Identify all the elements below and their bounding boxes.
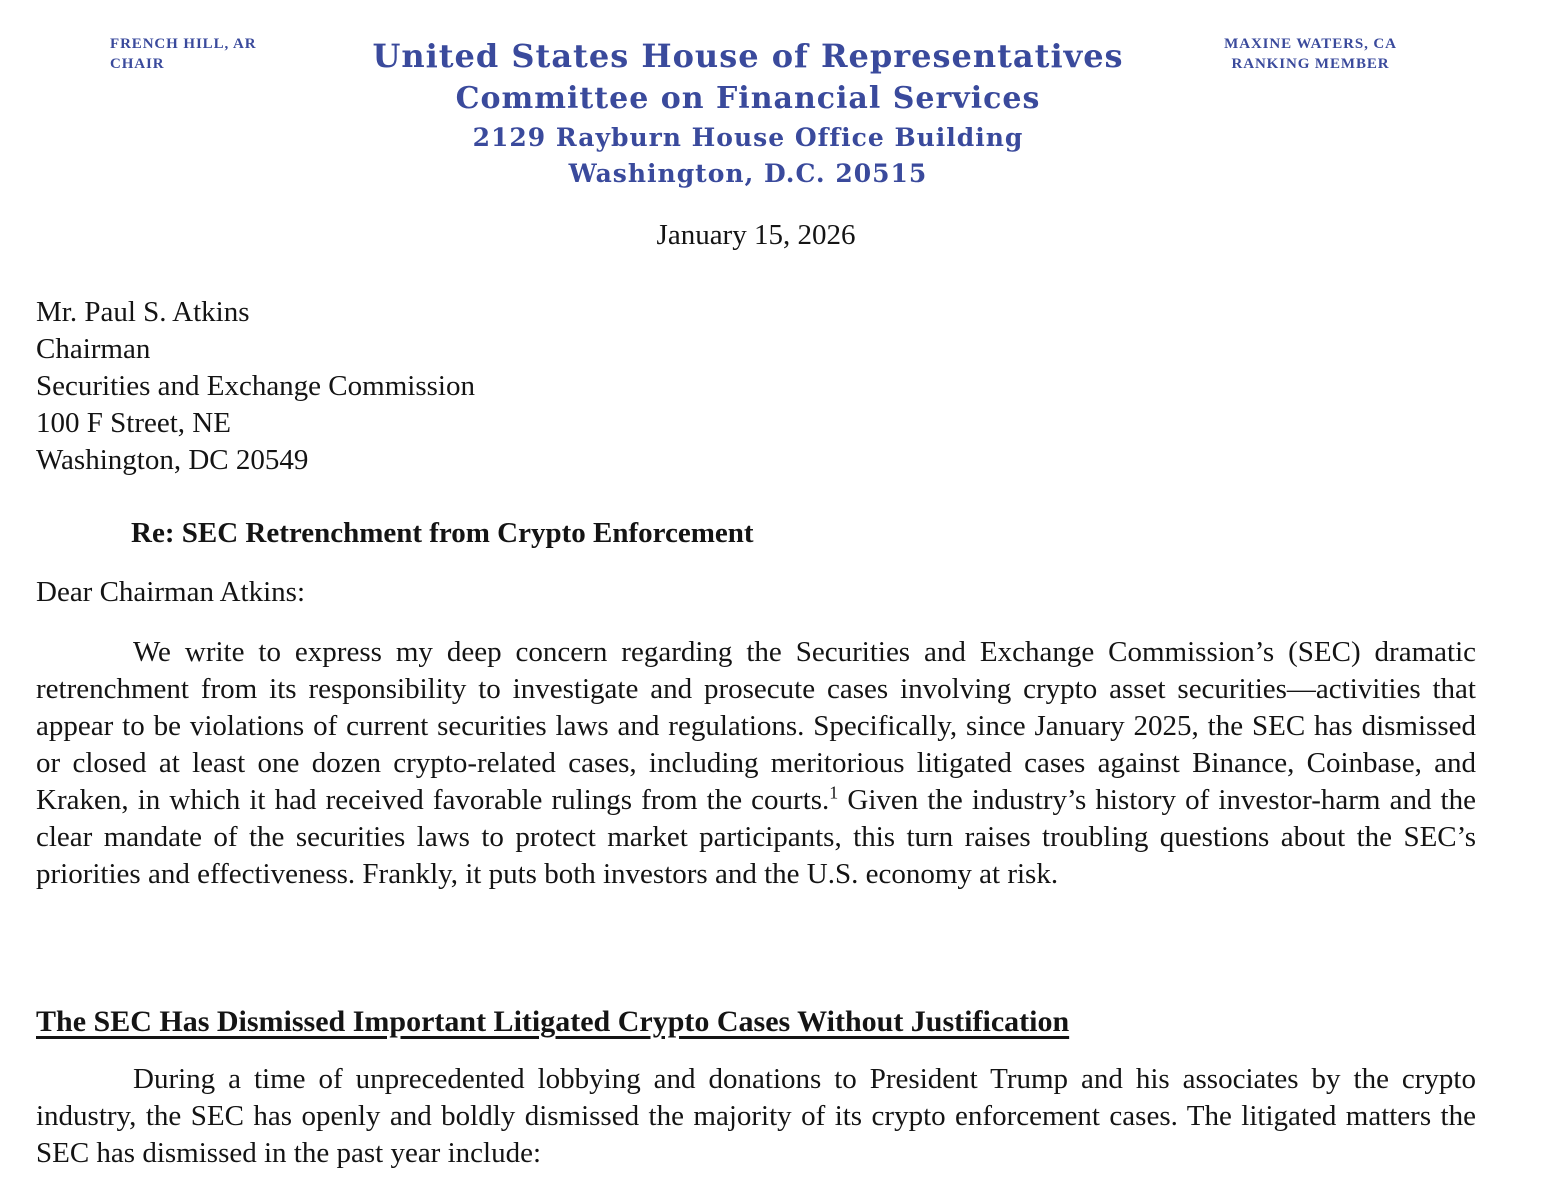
- body-paragraph-2: During a time of unprecedented lobbying and donations to President Trump and his associates by the crypto industry, the SEC has openly and boldly dismissed the majority of its crypto enforcement cases. The litigated matters the SEC has dismissed in the past year include:: [36, 1063, 1476, 1169]
- recipient-address: [36, 294, 475, 479]
- letterhead-institution: United States House of Representatives: [372, 37, 1124, 75]
- letterhead-building: 2129 Rayburn House Office Building: [472, 123, 1024, 152]
- paragraph-1-continued: Given the industry’s history of investor-harm and the clear mandate of the securities laws to protect market participants, this turn raises troubling questions about the SEC’s priorities and effectiveness. Frankly, it puts both investors and the U.S. economy at risk.: [36, 784, 1476, 890]
- ranking-member-title: RANKING MEMBER: [1231, 56, 1390, 72]
- recipient-city: Washington, DC 20549: [36, 444, 309, 476]
- letter-date: January 15, 2026: [656, 219, 856, 251]
- section-heading: The SEC Has Dismissed Important Litigated Crypto Cases Without Justification: [36, 1005, 1070, 1038]
- subject-line: Re: SEC Retrenchment from Crypto Enforcement: [131, 517, 754, 549]
- body-paragraph-1: [36, 634, 1476, 893]
- letterhead-committee: Committee on Financial Services: [455, 81, 1041, 116]
- recipient-name: Mr. Paul S. Atkins: [36, 296, 250, 328]
- paragraph-1-text: We write to express my deep concern regarding the Securities and Exchange Commission’s (SEC) dramatic retrenchment from its responsibility to investigate and prosecute cases involving crypto asset securities—activities that appear to be violations of current securities laws and regulations. Specifically, since January 2025, the SEC has dismissed or closed at least one dozen crypto-related cases, including meritorious litigated cases against Binance, Coinbase, and Kraken, in which it had received favorable rulings from the courts.: [36, 636, 1476, 816]
- recipient-organization: Securities and Exchange Commission: [36, 370, 475, 402]
- chair-title: CHAIR: [110, 56, 165, 72]
- ranking-member-block: [1203, 34, 1418, 74]
- ranking-member-name: MAXINE WATERS, CA: [1224, 36, 1397, 52]
- recipient-title: Chairman: [36, 333, 151, 365]
- recipient-street: 100 F Street, NE: [36, 407, 231, 439]
- footnote-marker-1: 1: [829, 782, 839, 803]
- chair-name: FRENCH HILL, AR: [110, 36, 257, 52]
- letterhead-city: Washington, D.C. 20515: [568, 159, 928, 188]
- salutation: Dear Chairman Atkins:: [36, 576, 306, 608]
